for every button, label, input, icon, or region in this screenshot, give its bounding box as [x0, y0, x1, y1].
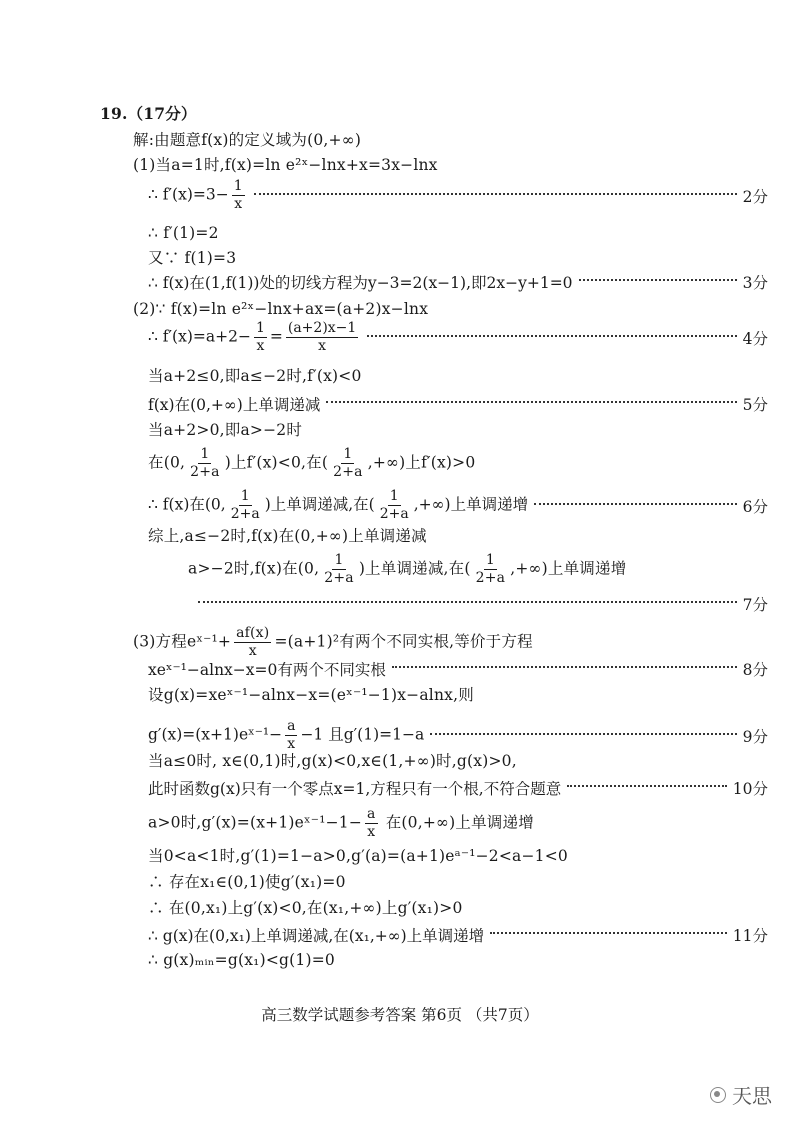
- leader-dots: [567, 785, 727, 787]
- part2-line1: (2)∵ f(x)=ln e²ˣ−lnx+ax=(a+2)x−lnx: [133, 300, 429, 318]
- score-label: 7分: [742, 596, 768, 614]
- leader-dots: [430, 733, 736, 735]
- part3-case-a-01: 当0<a<1时,g′(1)=1−a>0,g′(a)=(a+1)eᵃ⁻¹−2<a−1<0: [148, 847, 568, 865]
- part1-derivative-text: ∴ f′(x)=3−: [148, 185, 229, 204]
- fraction: $\frac{af(x)}{x}$: [236, 625, 270, 659]
- leader-dots: [490, 932, 727, 934]
- part2-score7-line: [148, 593, 768, 615]
- part1-tangent-line: [148, 271, 768, 293]
- part3-sign-line: ∴ 在(0,x₁)上g′(x)<0,在(x₁,+∞)上g′(x₁)>0: [148, 899, 463, 917]
- part1-derivative-line: [148, 178, 768, 213]
- fraction: $\frac{1}{x}$: [255, 320, 265, 354]
- fraction: $\frac{1}{2+a}$: [333, 446, 363, 480]
- part2-derivative-line: ∴ f′(x)=a+2− $\frac{1}{x}$ = $\frac{(a+2)x-1}{x}$ 4分: [148, 320, 768, 354]
- part3-monotonic-line: ∴ g(x)在(0,x₁)上单调递减,在(x₁,+∞)上单调递增 11分: [148, 924, 768, 946]
- score-label: 4分: [742, 329, 768, 348]
- score-label: 3分: [742, 274, 768, 292]
- watermark: [710, 1080, 772, 1109]
- leader-dots: [326, 401, 736, 403]
- leader-dots: [254, 193, 737, 195]
- part3-case-a-le-0: 当a≤0时, x∈(0,1)时,g(x)<0,x∈(1,+∞)时,g(x)>0,: [148, 752, 517, 770]
- part1-line4: 又∵ f(1)=3: [148, 249, 237, 267]
- fraction: $\frac{(a+2)x-1}{x}$: [287, 320, 357, 354]
- part3-exists-x1: ∴ 存在x₁∈(0,1)使g′(x₁)=0: [148, 873, 346, 891]
- part2-summary-line2: a>−2时,f(x)在(0, $\frac{1}{2+a}$ )上单调递减,在( $\frac{1}{2+a}$ ,+∞)上单调递增: [188, 552, 627, 586]
- part3-g-derivative-line: g′(x)=(x+1)eˣ⁻¹− $\frac{a}{x}$ −1 且g′(1)=1−a 9分: [148, 718, 768, 752]
- fraction: $\frac{1}{2+a}$: [324, 552, 354, 586]
- fraction: $\frac{1}{2+a}$: [230, 488, 260, 522]
- part2-decreasing-line: f(x)在(0,+∞)上单调递减 5分: [148, 393, 768, 415]
- score-label: 5分: [742, 396, 768, 414]
- score-label: 8分: [742, 661, 768, 679]
- part1-tangent-text: ∴ f(x)在(1,f(1))处的切线方程为y−3=2(x−1),即2x−y+1=0: [148, 274, 573, 292]
- watermark-text: 天思: [732, 1084, 772, 1108]
- score-label: 10分: [732, 780, 768, 798]
- part3-define-g: 设g(x)=xeˣ⁻¹−alnx−x=(eˣ⁻¹−1)x−alnx,则: [148, 686, 474, 704]
- score-label: 9分: [742, 727, 768, 746]
- solution-intro: 解:由题意f(x)的定义域为(0,+∞): [133, 131, 362, 149]
- fraction: $\frac{1}{2+a}$: [190, 446, 220, 480]
- page-footer: 高三数学试题参考答案 第6页 （共7页）: [261, 1006, 539, 1024]
- part2-line6: 在(0, $\frac{1}{2+a}$ )上f′(x)<0,在( $\frac{1}{2+a}$ ,+∞)上f′(x)>0: [148, 446, 476, 480]
- part3-line1: (3)方程eˣ⁻¹+ $\frac{af(x)}{x}$ =(a+1)²有两个不同实根,等价于方程: [133, 625, 533, 659]
- fraction: $\frac{1}{2+a}$: [475, 552, 506, 586]
- problem-header: 19.（17分）: [100, 104, 197, 123]
- score-label: 11分: [732, 927, 768, 945]
- fraction: $\frac{a}{x}$: [287, 718, 296, 752]
- fraction: $\frac{1}{x}$: [233, 178, 243, 212]
- part3-equation-line: xeˣ⁻¹−alnx−x=0有两个不同实根 8分: [148, 658, 768, 680]
- score-label: 6分: [742, 497, 768, 516]
- part3-one-zero-line: 此时函数g(x)只有一个零点x=1,方程只有一个根,不符合题意 10分: [148, 777, 768, 799]
- part2-line5: 当a+2>0,即a>−2时: [148, 421, 303, 439]
- leader-dots: [367, 335, 736, 337]
- leader-dots: [534, 503, 737, 505]
- part1-line3: ∴ f′(1)=2: [148, 224, 219, 242]
- part3-case-a-gt-0: a>0时,g′(x)=(x+1)eˣ⁻¹−1− $\frac{a}{x}$ 在(0,+∞)上单调递增: [148, 806, 534, 840]
- part1-line1: (1)当a=1时,f(x)=ln e²ˣ−lnx+x=3x−lnx: [133, 156, 438, 174]
- fraction: $\frac{1}{2+a}$: [379, 488, 409, 522]
- part2-line3: 当a+2≤0,即a≤−2时,f′(x)<0: [148, 367, 362, 385]
- fraction: $\frac{a}{x}$: [367, 806, 376, 840]
- part2-summary-line: 综上,a≤−2时,f(x)在(0,+∞)上单调递减: [148, 527, 427, 545]
- watermark-logo-icon: [710, 1087, 726, 1103]
- leader-dots: [579, 279, 737, 281]
- score-label: 2分: [742, 187, 768, 206]
- part2-monotonic-line: ∴ f(x)在(0, $\frac{1}{2+a}$ )上单调递减,在( $\frac{1}{2+a}$ ,+∞)上单调递增 6分: [148, 488, 768, 522]
- leader-dots: [392, 666, 737, 668]
- leader-dots: [198, 601, 737, 603]
- part3-min-line: ∴ g(x)ₘᵢₙ=g(x₁)<g(1)=0: [148, 951, 335, 969]
